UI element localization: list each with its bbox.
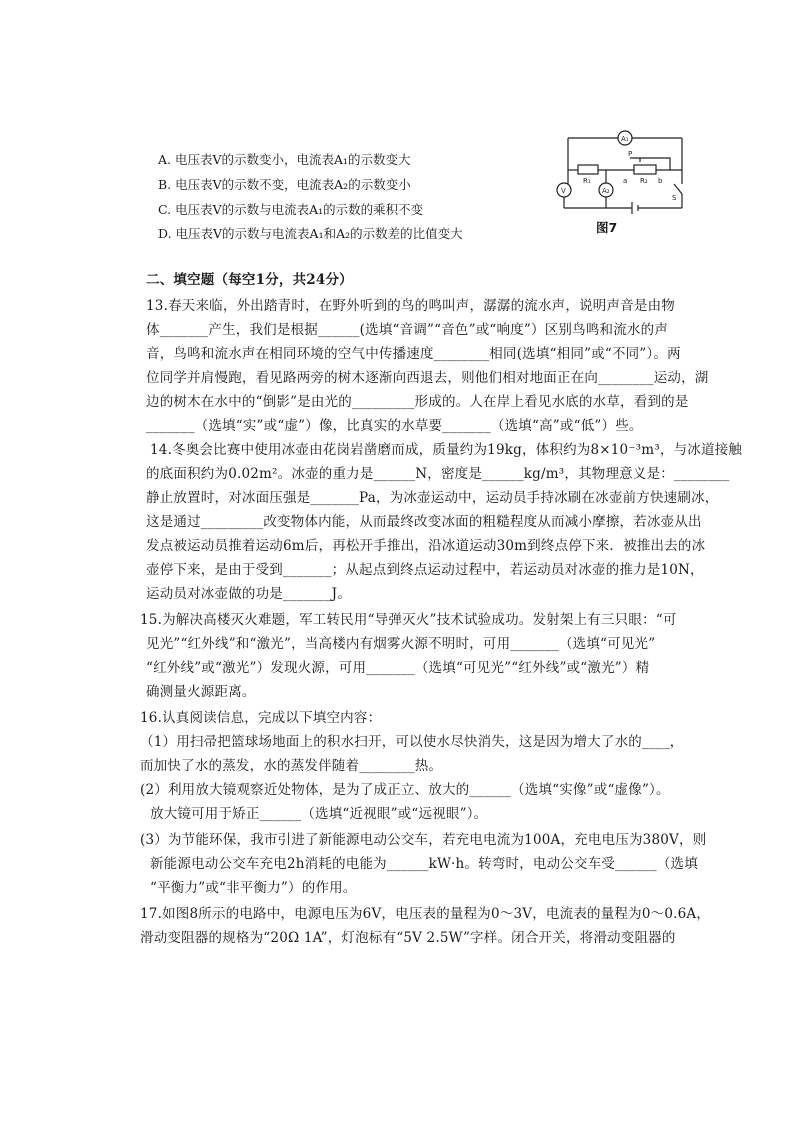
q16-line-2: 而加快了水的蒸发，水的蒸发伴随着________热。 (140, 758, 443, 774)
q14-line-2: 的底面积约为0.02m²。冰壶的重力是______N，密度是______kg/m³，其物理意义是：________ (146, 466, 730, 482)
ammeter-a1-label: A₁ (621, 135, 629, 143)
q14-line-3: 静止放置时，对冰面压强是_______Pa，为冰壶运动中，运动员手持冰刷在冰壶前方快速刷冰， (146, 490, 719, 506)
slider-p-label: P (628, 150, 633, 158)
option-a: A. 电压表V的示数变小，电流表A₁的示数变大 (158, 152, 411, 167)
q14-line-5: 发点被运动员推着运动6m后，再松开手推出，沿冰道运动30m到终点停下来．被推出去的冰 (146, 538, 706, 554)
q14-line-7: 运动员对冰壶做的功是_______J。 (146, 586, 351, 602)
q15-line-3: “红外线”或“激光”）发现火源，可用_______（选填“可见光”“红外线”或“激光”）精 (146, 660, 650, 676)
q16-line-7: “平衡力”或“非平衡力”）的作用。 (150, 880, 357, 896)
q13-line-2: 体_______产生，我们是根据______(选填“音调”“音色”或“响度”）区别鸟鸣和流水的声 (146, 322, 669, 338)
q16-line-1: （1）用扫帚把篮球场地面上的积水扫开，可以使水尽快消失，这是因为增大了水的____， (140, 734, 684, 750)
section-heading: 二、填空题（每空1分，共24分） (146, 272, 353, 288)
q13-line-4: 位同学并肩慢跑，看见路两旁的树木逐渐向西退去，则他们相对地面正在向________运动，湖 (146, 370, 709, 386)
q13-line-3: 音，鸟鸣和流水声在相同环境的空气中传播速度________相同(选填“相同”或“不同”）。两 (146, 346, 681, 362)
q13-line-5: 边的树木在水中的“倒影”是由光的_________形成的。人在岸上看见水底的水草，看到的是 (146, 394, 689, 410)
q16-line-5: (3）为节能环保，我市引进了新能源电动公交车，若充电电流为100A，充电电压为380V，则 (140, 832, 707, 848)
q16-line-4: 放大镜可用于矫正______（选填“近视眼”或“远视眼”）。 (150, 806, 488, 822)
q13-line-1: 13.春天来临，外出踏青时，在野外听到的鸟的鸣叫声，潺潺的流水声，说明声音是由物 (146, 298, 675, 314)
option-d: D. 电压表V的示数与电流表A₁和A₂的示数差的比值变大 (158, 226, 463, 241)
terminal-a-label: a (623, 177, 628, 185)
q14-line-1: 14.冬奥会比赛中使用冰壶由花岗岩凿磨而成，质量约为19kg，体积约为8×10⁻³m³，与冰道接触 (150, 442, 743, 458)
q17-line-2: 滑动变阻器的规格为“20Ω 1A”，灯泡标有“5V 2.5W”字样。闭合开关，将滑动变阻器的 (140, 930, 676, 946)
q13-line-6: _______（选填“实”或“虚”）像，比真实的水草要_______（选填“高”或“低”）些。 (146, 418, 643, 434)
q14-line-4: 这是通过_________改变物体内能，从而最终改变冰面的粗糙程度从而减小摩擦，若冰壶从出 (146, 514, 702, 530)
option-c: C. 电压表V的示数与电流表A₁的示数的乘积不变 (158, 202, 424, 217)
ammeter-a2-label: A₂ (602, 187, 610, 195)
terminal-b-label: b (658, 177, 663, 185)
q15-line-4: 确测量火源距离。 (146, 684, 256, 700)
circuit-diagram-figure-7 (550, 128, 700, 238)
q16-line-3: (2）利用放大镜观察近处物体，是为了成正立、放大的______（选填“实像”或“虚像”）。 (140, 782, 670, 798)
figure-caption: 图7 (596, 220, 618, 235)
voltmeter-label: V (561, 187, 566, 195)
resistor-r1-label: R₁ (583, 177, 591, 185)
option-b: B. 电压表V的示数不变，电流表A₂的示数变小 (158, 177, 411, 192)
q17-line-1: 17.如图8所示的电路中，电源电压为6V，电压表的量程为0～3V，电流表的量程为0～0.6A， (140, 906, 711, 922)
q16-line-6: 新能源电动公交车充电2h消耗的电能为______kW·h。转弯时，电动公交车受______（选填 (150, 856, 698, 872)
q14-line-6: 壶停下来，是由于受到_______；从起点到终点运动过程中，若运动员对冰壶的推力是10N， (146, 562, 704, 578)
q16-intro: 16.认真阅读信息，完成以下填空内容： (140, 710, 382, 726)
resistor-r2-label: R₂ (640, 177, 648, 185)
switch-s-label: S (672, 194, 677, 202)
q15-line-1: 15.为解决高楼灭火难题，军工转民用“导弹灭火”技术试验成功。发射架上有三只眼：“可 (140, 612, 677, 628)
q15-line-2: 见光”“红外线”和“激光”，当高楼内有烟雾火源不明时，可用_______（选填“可见光” (146, 636, 656, 652)
